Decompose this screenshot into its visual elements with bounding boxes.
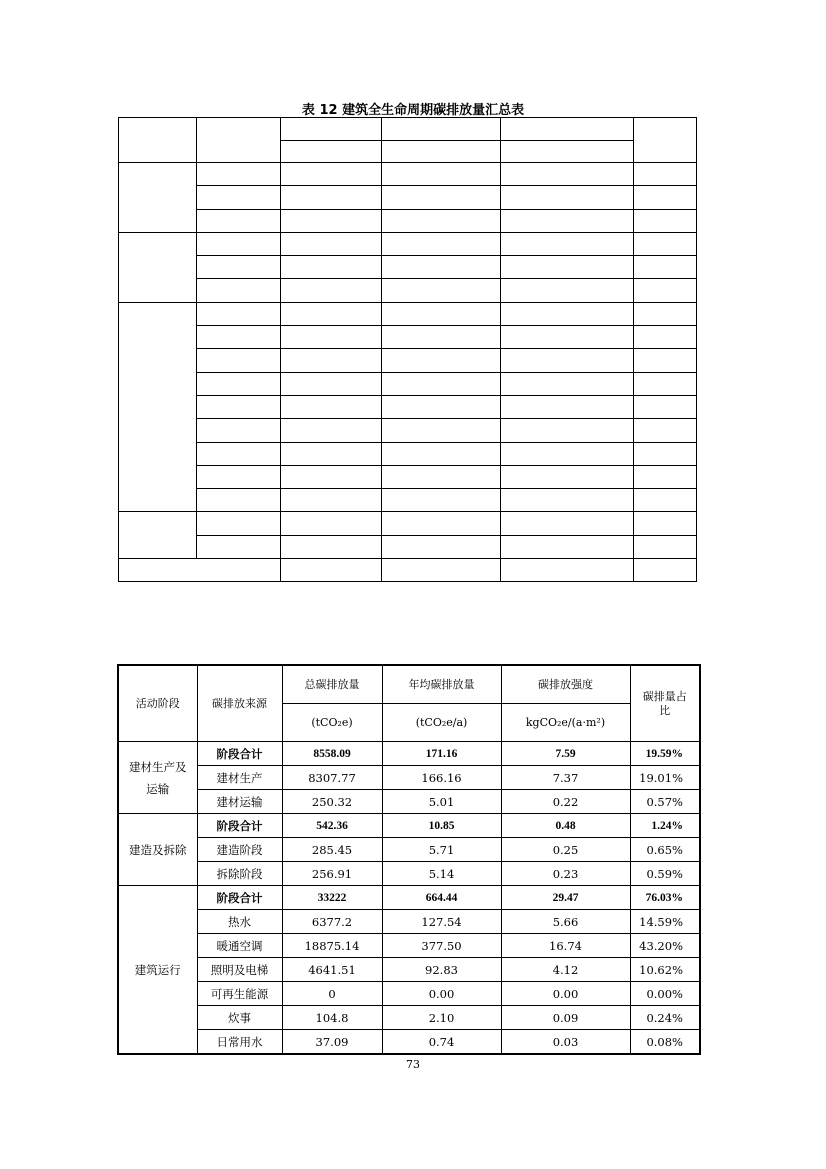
table-row [118, 862, 700, 886]
table-cell [281, 163, 382, 186]
header-share: 碳排量占比 [630, 665, 700, 742]
table-cell [634, 465, 697, 488]
source-cell: 阶段合计 [197, 886, 282, 910]
table-cell [501, 512, 634, 535]
table-row [119, 535, 697, 558]
table-cell [501, 349, 634, 372]
table-row [119, 419, 697, 442]
table-cell [634, 326, 697, 349]
subtotal-row [118, 814, 700, 838]
table-cell [382, 395, 501, 418]
annual-cell: 5.01 [382, 790, 501, 814]
table-cell [281, 535, 382, 558]
annual-cell: 171.16 [382, 742, 501, 766]
subtotal-row [118, 742, 700, 766]
carbon-emission-table [117, 664, 701, 1055]
table-cell [382, 442, 501, 465]
table-cell [382, 279, 501, 302]
header-annual: 年均碳排放量 [382, 665, 501, 704]
intensity-cell: 29.47 [501, 886, 630, 910]
share-cell: 0.57% [630, 790, 700, 814]
table-cell [501, 209, 634, 232]
annual-cell: 0.00 [382, 982, 501, 1006]
table-cell [281, 209, 382, 232]
stage-cell: 建筑运行 [118, 886, 197, 1055]
share-cell: 19.01% [630, 766, 700, 790]
table-cell [501, 163, 634, 186]
table-cell [501, 118, 634, 141]
table-cell [119, 163, 197, 233]
header-total: 总碳排放量 [282, 665, 382, 704]
table-cell [281, 140, 382, 163]
table-cell [382, 535, 501, 558]
share-cell: 0.24% [630, 1006, 700, 1030]
table-cell [281, 118, 382, 141]
table-cell [382, 186, 501, 209]
intensity-cell: 0.48 [501, 814, 630, 838]
table-cell [382, 372, 501, 395]
table-cell [382, 559, 501, 582]
table-cell [119, 302, 197, 512]
table-row [119, 118, 697, 141]
table-cell [382, 512, 501, 535]
table-cell [281, 559, 382, 582]
table-cell [382, 163, 501, 186]
table-row [119, 372, 697, 395]
intensity-cell: 7.59 [501, 742, 630, 766]
table-cell [197, 118, 281, 163]
intensity-cell: 0.09 [501, 1006, 630, 1030]
table-cell [197, 512, 281, 535]
table-cell [119, 118, 197, 163]
table-cell [281, 349, 382, 372]
stage-cell: 建造及拆除 [118, 814, 197, 886]
intensity-cell: 0.25 [501, 838, 630, 862]
header-total-unit: (tCO₂e) [282, 704, 382, 742]
table-cell [634, 256, 697, 279]
table-row [119, 349, 697, 372]
share-cell: 1.24% [630, 814, 700, 838]
annual-cell: 664.44 [382, 886, 501, 910]
table-cell [501, 302, 634, 325]
table-cell [281, 326, 382, 349]
table-row [119, 326, 697, 349]
table-cell [197, 186, 281, 209]
header-row [118, 665, 700, 704]
table-cell [501, 419, 634, 442]
table-cell [501, 256, 634, 279]
table-row [119, 395, 697, 418]
table-cell [501, 140, 634, 163]
source-cell: 照明及电梯 [197, 958, 282, 982]
table-cell [501, 232, 634, 255]
total-cell: 33222 [282, 886, 382, 910]
source-cell: 拆除阶段 [197, 862, 282, 886]
annual-cell: 0.74 [382, 1030, 501, 1055]
table-cell [501, 395, 634, 418]
annual-cell: 377.50 [382, 934, 501, 958]
intensity-cell: 16.74 [501, 934, 630, 958]
total-cell: 256.91 [282, 862, 382, 886]
table-cell [197, 489, 281, 512]
annual-cell: 10.85 [382, 814, 501, 838]
share-cell: 43.20% [630, 934, 700, 958]
table-cell [197, 442, 281, 465]
source-cell: 建材运输 [197, 790, 282, 814]
table-cell [382, 465, 501, 488]
header-source: 碳排放来源 [197, 665, 282, 742]
table-cell [197, 535, 281, 558]
table-cell [501, 559, 634, 582]
annual-cell: 127.54 [382, 910, 501, 934]
table-row [118, 910, 700, 934]
source-cell: 暖通空调 [197, 934, 282, 958]
total-cell: 104.8 [282, 1006, 382, 1030]
table-cell [197, 395, 281, 418]
total-cell: 6377.2 [282, 910, 382, 934]
share-cell: 76.03% [630, 886, 700, 910]
table-row [119, 442, 697, 465]
share-cell: 19.59% [630, 742, 700, 766]
table-cell [634, 559, 697, 582]
table-cell [197, 209, 281, 232]
table-cell [634, 419, 697, 442]
total-cell: 542.36 [282, 814, 382, 838]
table-cell [382, 118, 501, 141]
table-cell [634, 209, 697, 232]
table-cell [382, 489, 501, 512]
total-cell: 4641.51 [282, 958, 382, 982]
table-cell [281, 372, 382, 395]
table-cell [197, 419, 281, 442]
table-cell [501, 489, 634, 512]
share-cell: 0.59% [630, 862, 700, 886]
table-row [119, 209, 697, 232]
table-cell [501, 442, 634, 465]
table-row [119, 465, 697, 488]
table-cell [197, 326, 281, 349]
table-cell [634, 163, 697, 186]
table-row [119, 302, 697, 325]
stage-cell: 建材生产及运输 [118, 742, 197, 814]
share-cell: 14.59% [630, 910, 700, 934]
table-cell [197, 256, 281, 279]
table-row [119, 279, 697, 302]
table-cell [501, 279, 634, 302]
annual-cell: 5.71 [382, 838, 501, 862]
source-cell: 建造阶段 [197, 838, 282, 862]
table-cell [197, 279, 281, 302]
header-intensity: 碳排放强度 [501, 665, 630, 704]
table-cell [281, 302, 382, 325]
table-cell [382, 256, 501, 279]
table-row [118, 766, 700, 790]
table-cell [634, 279, 697, 302]
table-row [119, 256, 697, 279]
table-cell [634, 118, 697, 163]
share-cell: 10.62% [630, 958, 700, 982]
total-cell: 250.32 [282, 790, 382, 814]
intensity-cell: 0.03 [501, 1030, 630, 1055]
table-cell [634, 372, 697, 395]
source-cell: 日常用水 [197, 1030, 282, 1055]
table-cell [281, 256, 382, 279]
table-cell [382, 326, 501, 349]
total-cell: 37.09 [282, 1030, 382, 1055]
total-cell: 18875.14 [282, 934, 382, 958]
page-number: 73 [406, 1058, 420, 1071]
source-cell: 建材生产 [197, 766, 282, 790]
header-annual-unit: (tCO₂e/a) [382, 704, 501, 742]
table-cell [382, 349, 501, 372]
table-cell [634, 349, 697, 372]
table-cell [501, 465, 634, 488]
intensity-cell: 4.12 [501, 958, 630, 982]
table-row [118, 982, 700, 1006]
total-cell: 8307.77 [282, 766, 382, 790]
intensity-cell: 0.00 [501, 982, 630, 1006]
total-cell: 8558.09 [282, 742, 382, 766]
table-cell [501, 535, 634, 558]
table-cell [382, 140, 501, 163]
table-row [118, 934, 700, 958]
table-cell [281, 232, 382, 255]
intensity-cell: 5.66 [501, 910, 630, 934]
table-row [119, 186, 697, 209]
table-cell [281, 442, 382, 465]
table-cell [501, 186, 634, 209]
annual-cell: 166.16 [382, 766, 501, 790]
source-cell: 热水 [197, 910, 282, 934]
table-cell [281, 186, 382, 209]
share-cell: 0.00% [630, 982, 700, 1006]
table-row [119, 232, 697, 255]
table-cell [281, 465, 382, 488]
table-row [118, 838, 700, 862]
table-cell [119, 232, 197, 302]
table-cell [281, 279, 382, 302]
table-row [118, 1006, 700, 1030]
annual-cell: 2.10 [382, 1006, 501, 1030]
table-cell [281, 419, 382, 442]
table-row [118, 790, 700, 814]
table-cell [119, 512, 197, 559]
table-cell [501, 372, 634, 395]
intensity-cell: 7.37 [501, 766, 630, 790]
intensity-cell: 0.23 [501, 862, 630, 886]
source-cell: 炊事 [197, 1006, 282, 1030]
total-cell: 0 [282, 982, 382, 1006]
table-row [119, 163, 697, 186]
source-cell: 阶段合计 [197, 742, 282, 766]
table-cell [634, 232, 697, 255]
table-cell [634, 302, 697, 325]
table-cell [634, 442, 697, 465]
table-cell [634, 395, 697, 418]
table-cell [634, 535, 697, 558]
table-cell [119, 559, 281, 582]
table-cell [382, 232, 501, 255]
table-cell [382, 209, 501, 232]
table-row [119, 559, 697, 582]
table-cell [501, 326, 634, 349]
table-cell [281, 512, 382, 535]
intensity-cell: 0.22 [501, 790, 630, 814]
table-cell [281, 395, 382, 418]
share-cell: 0.08% [630, 1030, 700, 1055]
table-row [119, 512, 697, 535]
empty-summary-table [118, 117, 697, 582]
table-cell [197, 372, 281, 395]
table-cell [634, 489, 697, 512]
table-cell [382, 302, 501, 325]
table-cell [382, 419, 501, 442]
table-cell [197, 232, 281, 255]
annual-cell: 92.83 [382, 958, 501, 982]
header-intensity-unit: kgCO₂e/(a·m²) [501, 704, 630, 742]
table-row [118, 1030, 700, 1055]
source-cell: 可再生能源 [197, 982, 282, 1006]
source-cell: 阶段合计 [197, 814, 282, 838]
table-cell [634, 512, 697, 535]
table-cell [634, 186, 697, 209]
table-cell [197, 163, 281, 186]
table-cell [197, 349, 281, 372]
table-cell [197, 465, 281, 488]
table-cell [281, 489, 382, 512]
share-cell: 0.65% [630, 838, 700, 862]
table-cell [197, 302, 281, 325]
table-row [119, 489, 697, 512]
subtotal-row [118, 886, 700, 910]
annual-cell: 5.14 [382, 862, 501, 886]
table-row [118, 958, 700, 982]
total-cell: 285.45 [282, 838, 382, 862]
header-stage: 活动阶段 [118, 665, 197, 742]
table-caption: 表 12 建筑全生命周期碳排放量汇总表 [301, 103, 525, 118]
